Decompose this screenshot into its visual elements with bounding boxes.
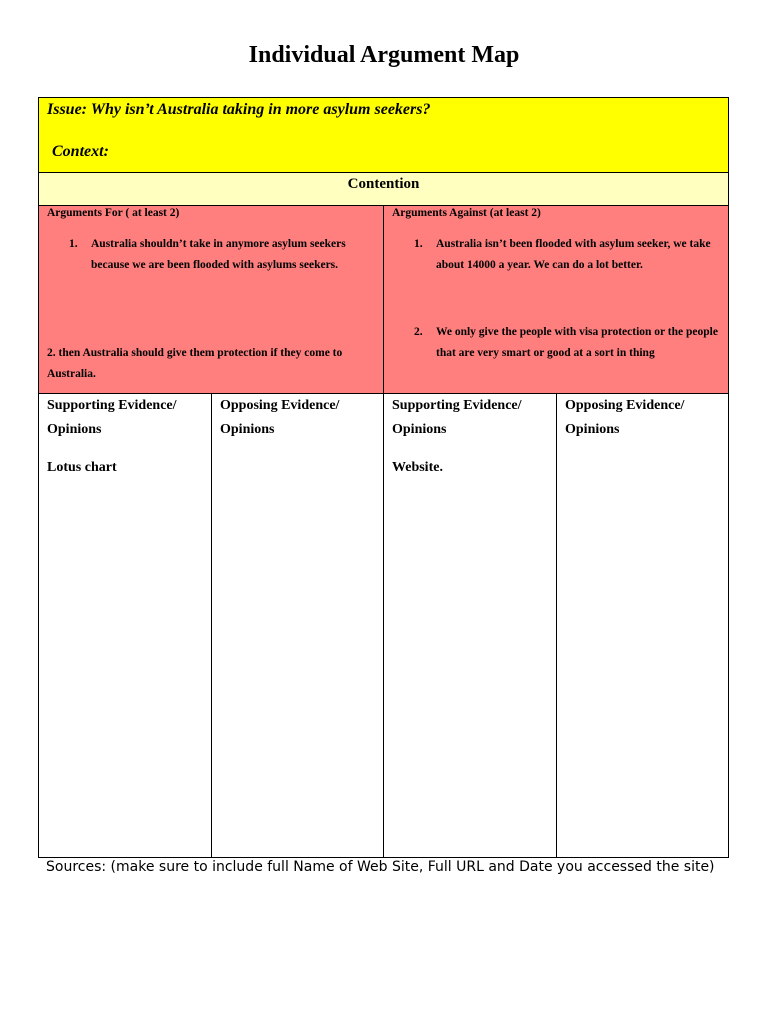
- argument-against-item: [414, 234, 724, 276]
- evidence-heading: Supporting Evidence/ Opinions: [392, 398, 522, 437]
- arguments-for-heading: Arguments For ( at least 2): [47, 207, 180, 219]
- argument-text: We only give the people with visa protection or the people that are very smart or good at a sort in thing: [436, 326, 718, 359]
- argument-number: 1.: [414, 238, 423, 250]
- evidence-cell: [39, 394, 212, 857]
- argument-number: 2.: [414, 326, 423, 338]
- evidence-row: [39, 394, 728, 857]
- argument-text: Australia shouldn’t take in anymore asylum seekers because we are been flooded with asylums seekers.: [91, 238, 346, 271]
- arguments-against-heading: Arguments Against (at least 2): [392, 207, 541, 219]
- argument-number: 1.: [69, 238, 78, 250]
- argument-for-item: [69, 234, 369, 276]
- evidence-cell: [384, 394, 557, 857]
- arguments-row: [39, 206, 728, 394]
- argument-against-item: [414, 322, 724, 364]
- evidence-heading: Opposing Evidence/ Opinions: [220, 398, 340, 437]
- contention-row: [39, 173, 728, 206]
- argument-number: 2.: [47, 347, 56, 359]
- argument-map-table: [38, 97, 729, 858]
- evidence-cell: [212, 394, 384, 857]
- arguments-against-cell: [384, 206, 728, 393]
- argument-text: Australia isn’t been flooded with asylum seeker, we take about 14000 a year. We can do a lot better.: [436, 238, 711, 271]
- issue-row: [39, 98, 728, 173]
- evidence-heading: Opposing Evidence/ Opinions: [565, 398, 685, 437]
- evidence-note: Website.: [392, 460, 443, 475]
- argument-text: then Australia should give them protection if they come to Australia.: [47, 347, 343, 380]
- sources-note: Sources: (make sure to include full Name of Web Site, Full URL and Date you accessed the site): [46, 859, 715, 875]
- issue-text: Issue: Why isn’t Australia taking in more asylum seekers?: [47, 101, 431, 118]
- page-title: Individual Argument Map: [248, 42, 520, 68]
- argument-for-item: [47, 343, 372, 385]
- evidence-heading: Supporting Evidence/ Opinions: [47, 398, 177, 437]
- evidence-note: Lotus chart: [47, 460, 117, 475]
- arguments-for-cell: [39, 206, 384, 393]
- evidence-cell: [557, 394, 728, 857]
- contention-label: Contention: [347, 176, 420, 192]
- context-label: Context:: [52, 143, 109, 160]
